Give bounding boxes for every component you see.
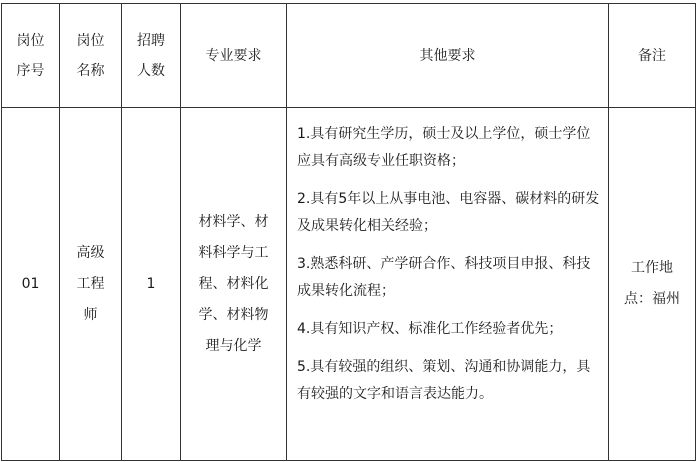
header-name — [60, 4, 122, 108]
header-count-line-1: 招聘 — [137, 32, 165, 49]
major-line-5: 理与化学 — [205, 337, 262, 354]
header-name-line-2: 名称 — [76, 62, 105, 79]
header-seq-line-2: 序号 — [16, 62, 45, 79]
cell-count — [122, 108, 181, 461]
cell-seq — [2, 108, 60, 461]
name-line-1: 高级 — [76, 244, 105, 261]
header-count — [122, 4, 181, 108]
requirement-item: 4.具有知识产权、标准化工作经验者优先； — [297, 321, 563, 337]
header-other — [287, 4, 609, 108]
name-line-3: 师 — [83, 306, 98, 323]
requirement-item: 1.具有研究生学历，硕士及以上学位，硕士学位应具有高级专业任职资格； — [297, 126, 591, 169]
requirements-list — [297, 121, 600, 408]
major-line-4: 学、材料物 — [198, 306, 269, 323]
header-other-label: 其他要求 — [419, 47, 476, 64]
seq-value: 01 — [21, 275, 40, 292]
cell-name — [60, 108, 122, 461]
header-name-line-1: 岗位 — [76, 32, 105, 49]
cell-major — [181, 108, 287, 461]
major-line-1: 材料学、材 — [198, 213, 269, 230]
requirement-item: 2.具有5年以上从事电池、电容器、碳材料的研发及成果转化相关经验； — [297, 191, 600, 234]
header-note-label: 备注 — [638, 47, 666, 64]
header-row — [2, 4, 696, 108]
note-line-2: 点：福州 — [624, 291, 680, 307]
cell-note — [609, 108, 696, 461]
header-seq — [2, 4, 60, 108]
table-row — [2, 108, 696, 461]
header-count-line-2: 人数 — [137, 62, 165, 79]
job-table — [1, 3, 696, 461]
header-major-label: 专业要求 — [205, 47, 262, 64]
note-line-1: 工作地 — [631, 260, 673, 276]
cell-requirements — [287, 108, 609, 461]
name-line-2: 工程 — [76, 275, 105, 292]
header-note — [609, 4, 696, 108]
count-value: 1 — [146, 275, 156, 292]
major-line-2: 料科学与工 — [198, 244, 269, 261]
header-seq-line-1: 岗位 — [16, 32, 45, 49]
header-major — [181, 4, 287, 108]
requirement-item: 5.具有较强的组织、策划、沟通和协调能力，具有较强的文字和语言表达能力。 — [297, 359, 591, 402]
requirement-item: 3.熟悉科研、产学研合作、科技项目申报、科技成果转化流程； — [297, 256, 591, 299]
major-line-3: 程、材料化 — [198, 275, 269, 292]
